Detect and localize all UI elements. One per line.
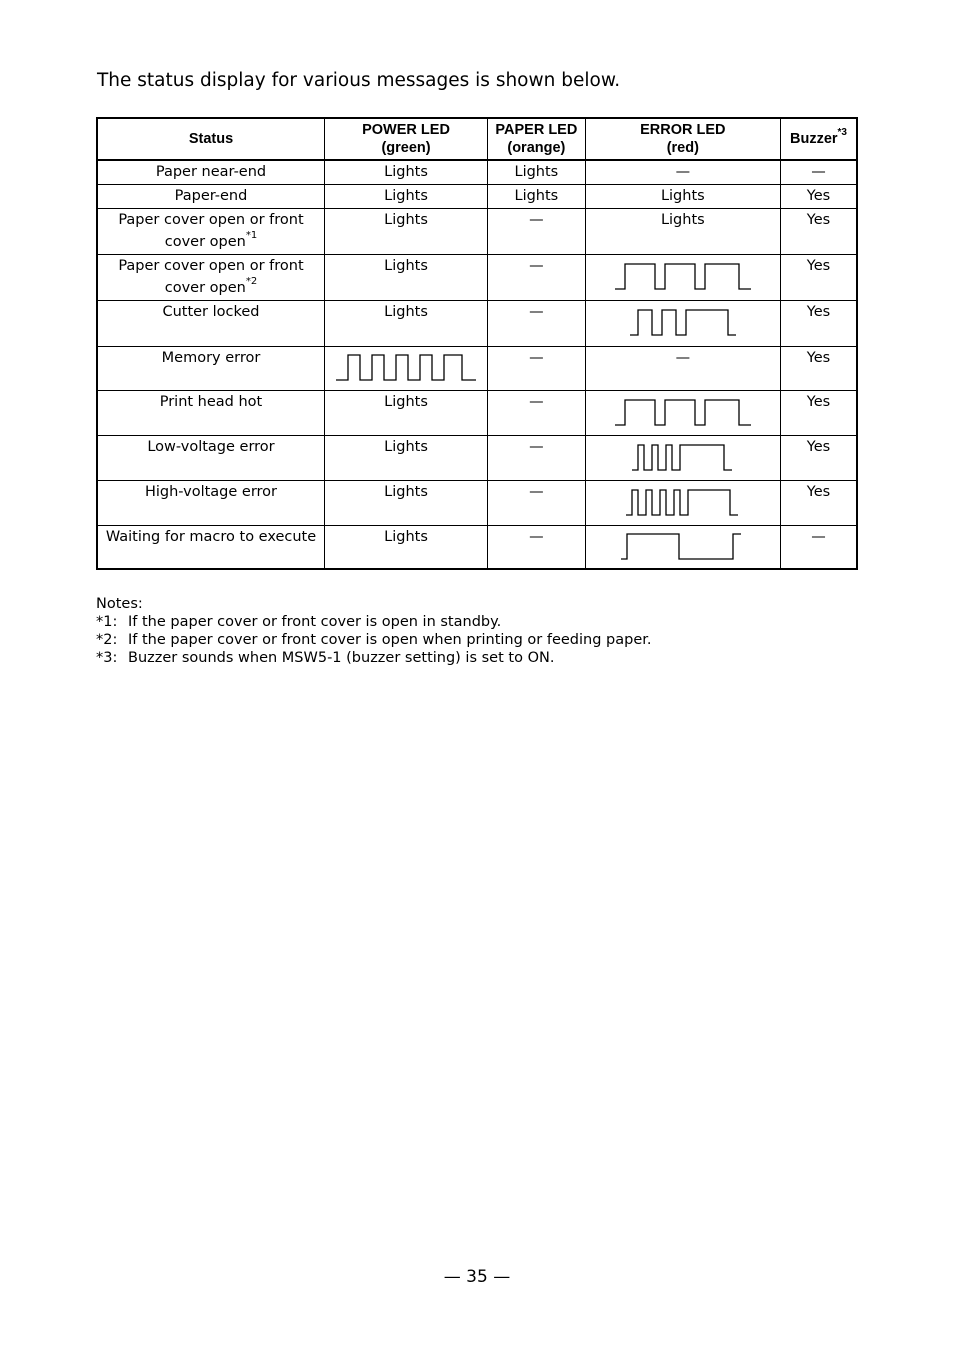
status-cell: High-voltage error [97,480,324,525]
table-row [97,346,857,390]
blink-waveform-icon [624,487,742,519]
power-led-cell: Lights [324,160,487,184]
table-header-row [97,118,857,160]
error-led-blink-pattern [585,300,780,346]
header-paper-led: PAPER LED (orange) [488,118,586,160]
notes [96,595,652,667]
power-led-cell: Lights [324,435,487,480]
note-text: Buzzer sounds when MSW5-1 (buzzer setting) is set to ON. [128,650,555,666]
blink-waveform-icon [630,442,736,474]
intro-text: The status display for various messages is shown below. [97,70,621,91]
note-key: *3: [96,650,118,666]
buzzer-cell: Yes [780,208,857,254]
status-cell: Waiting for macro to execute [97,525,324,569]
error-led-cell: — [585,346,780,390]
status-table [96,117,858,570]
paper-led-cell: — [488,254,586,300]
table-row [97,525,857,569]
note-key: *2: [96,632,118,648]
buzzer-cell: Yes [780,346,857,390]
power-led-cell: Lights [324,254,487,300]
blink-waveform-icon [613,261,753,293]
table-row [97,435,857,480]
note-text: If the paper cover or front cover is open in standby. [128,614,502,630]
header-status: Status [97,118,324,160]
paper-led-cell: — [488,346,586,390]
power-led-cell: Lights [324,480,487,525]
blink-waveform-icon [334,352,478,384]
note-item [96,613,652,631]
status-cell: Low-voltage error [97,435,324,480]
power-led-cell: Lights [324,184,487,208]
paper-led-cell: Lights [488,184,586,208]
error-led-cell: — [585,160,780,184]
buzzer-cell: — [780,160,857,184]
power-led-cell: Lights [324,390,487,435]
paper-led-cell: — [488,300,586,346]
status-cell: Print head hot [97,390,324,435]
table-row [97,208,857,254]
table-row [97,160,857,184]
header-power-led: POWER LED (green) [324,118,487,160]
status-cell: Paper cover open or front cover open$^{*2}$ [97,254,324,300]
notes-title: Notes: [96,596,143,612]
status-cell: Paper-end [97,184,324,208]
blink-waveform-icon [628,307,738,339]
buzzer-cell: Yes [780,480,857,525]
paper-led-cell: — [488,390,586,435]
paper-led-cell: — [488,480,586,525]
table-row [97,480,857,525]
header-buzzer: Buzzer$^{*3}$ [780,118,857,160]
power-led-blink-pattern [324,346,487,390]
power-led-cell: Lights [324,300,487,346]
note-key: *1: [96,614,118,630]
error-led-blink-pattern [585,390,780,435]
buzzer-cell: Yes [780,254,857,300]
status-cell: Memory error [97,346,324,390]
power-led-cell: Lights [324,525,487,569]
blink-waveform-icon [613,397,753,429]
error-led-blink-pattern [585,525,780,569]
error-led-blink-pattern [585,480,780,525]
blink-waveform-icon [619,531,747,563]
note-item [96,631,652,649]
paper-led-cell: — [488,208,586,254]
table-row [97,184,857,208]
error-led-blink-pattern [585,254,780,300]
buzzer-cell: Yes [780,184,857,208]
status-cell: Cutter locked [97,300,324,346]
error-led-blink-pattern [585,435,780,480]
header-error-led: ERROR LED (red) [585,118,780,160]
error-led-cell: Lights [585,208,780,254]
status-cell: Paper near-end [97,160,324,184]
buzzer-cell: Yes [780,300,857,346]
table-row [97,254,857,300]
status-cell: Paper cover open or front cover open$^{*1}$ [97,208,324,254]
buzzer-cell: — [780,525,857,569]
page-number: — 35 — [443,1267,511,1287]
buzzer-cell: Yes [780,390,857,435]
note-text: If the paper cover or front cover is open when printing or feeding paper. [128,632,652,648]
table-row [97,300,857,346]
power-led-cell: Lights [324,208,487,254]
paper-led-cell: Lights [488,160,586,184]
paper-led-cell: — [488,525,586,569]
error-led-cell: Lights [585,184,780,208]
paper-led-cell: — [488,435,586,480]
note-item [96,649,652,667]
buzzer-cell: Yes [780,435,857,480]
table-row [97,390,857,435]
